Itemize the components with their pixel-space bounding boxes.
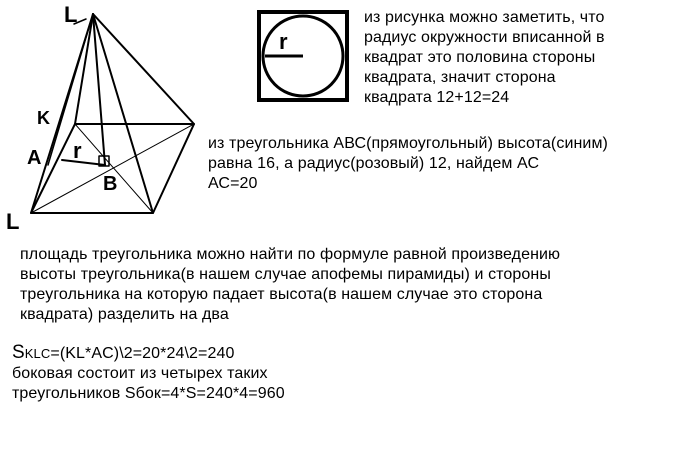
apothem (48, 14, 93, 165)
text-line: боковая состоит из четырех таких (12, 365, 268, 382)
text-line: квадрата) разделить на два (20, 306, 229, 323)
explanation-paragraph-3 (20, 245, 560, 325)
square-radius-label: r (279, 29, 288, 54)
text-line: треугольника на которую падает высота(в нашем случае это сторона (20, 286, 543, 303)
text-line: радиус окружности вписанной в (364, 29, 605, 46)
text-line: площадь треугольника можно найти по формуле равной произведению (20, 246, 561, 263)
slant-a-label: A (27, 147, 42, 169)
explanation-paragraph-2 (208, 134, 608, 194)
base-vertex-label: L (6, 209, 20, 234)
text-line: квадрата, значит сторона (364, 69, 556, 86)
base-diagonal-1 (75, 124, 153, 213)
apex-label: L (64, 2, 78, 27)
area-formula (12, 343, 285, 364)
text-line: из рисунка можно заметить, что (364, 9, 605, 26)
text-line: АС=20 (208, 175, 258, 192)
edge-k-label: K (37, 108, 50, 128)
formula-rest: =(KL*AC)\2=20*24\2=240 (50, 345, 235, 362)
text-line: из треугольника АВС(прямоугольный) высота(синим) (208, 135, 608, 152)
explanation-paragraph-1 (364, 8, 605, 108)
formula-block (12, 343, 285, 404)
edge-2 (93, 14, 153, 213)
text-line: квадрата 12+12=24 (364, 89, 510, 106)
text-line: треугольников Sбок=4*S=240*4=960 (12, 385, 285, 402)
edge-4 (75, 14, 93, 124)
text-line: высоты треугольника(в нашем случае апофемы пирамиды) и стороны (20, 266, 551, 283)
formula-subscript: KLC (24, 346, 51, 361)
inscribed-circle-diagram (259, 12, 347, 100)
radius-r-label: r (73, 138, 82, 163)
edge-3 (93, 14, 194, 124)
text-line: равна 16, а радиус(розовый) 12, найдем АС (208, 155, 540, 172)
text-line: квадрат это половина стороны (364, 49, 596, 66)
formula-s: S (12, 342, 25, 363)
center-b-label: B (103, 173, 118, 195)
